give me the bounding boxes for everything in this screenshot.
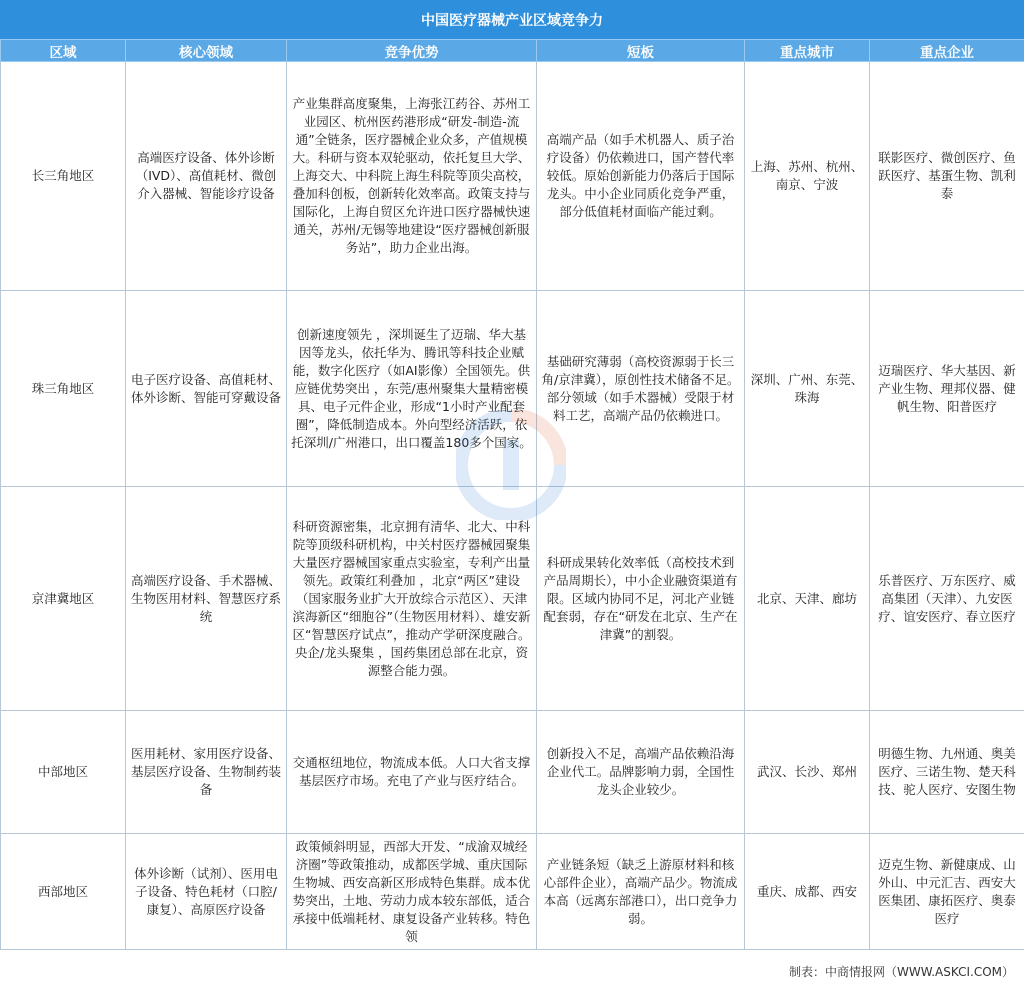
- cell-region: 中部地区: [1, 711, 126, 834]
- footer-source: 制表：中商情报网（WWW.ASKCI.COM）: [789, 965, 1014, 979]
- cell-advantage: 科研资源密集，北京拥有清华、北大、中科院等顶级科研机构，中关村医疗器械园聚集大量医疗器械国家重点实验室，专利产出量领先。政策红利叠加 ，北京“两区”建设（国家服务业扩大开放综合示范区）、天津滨海新区“细胞谷”（生物医用材料）、雄安新区“智慧医疗试点”，推动产学研深度融合。央企/龙头聚集 ，国药集团总部在北京，资源整合能力强。: [287, 487, 537, 711]
- header-advantage: 竞争优势: [287, 40, 537, 62]
- table-row: [1, 711, 1024, 834]
- cell-weakness: 科研成果转化效率低（高校技术到产品周期长），中小企业融资渠道有限。区域内协同不足，河北产业链配套弱，存在“研发在北京、生产在津冀”的割裂。: [537, 487, 745, 711]
- cell-core: 高端医疗设备、体外诊断（IVD）、高值耗材、微创介入器械、智能诊疗设备: [126, 62, 287, 291]
- header-cities: 重点城市: [745, 40, 870, 62]
- cell-region: 珠三角地区: [1, 291, 126, 487]
- cell-cities: 深圳、广州、东莞、珠海: [745, 291, 870, 487]
- cell-cities: 上海、苏州、杭州、南京、宁波: [745, 62, 870, 291]
- cell-cities: 武汉、长沙、郑州: [745, 711, 870, 834]
- cell-weakness: 高端产品（如手术机器人、质子治疗设备）仍依赖进口，国产替代率较低。原始创新能力仍落后于国际龙头。中小企业同质化竞争严重，部分低值耗材面临产能过剩。: [537, 62, 745, 291]
- cell-core: 医用耗材、家用医疗设备、基层医疗设备、生物制药装备: [126, 711, 287, 834]
- cell-companies: 迈克生物、新健康成、山外山、中元汇吉、西安大医集团、康拓医疗、奥泰医疗: [870, 834, 1024, 950]
- competitiveness-table: [0, 39, 1024, 950]
- cell-region: 西部地区: [1, 834, 126, 950]
- header-core: 核心领域: [126, 40, 287, 62]
- table-row: [1, 834, 1024, 950]
- table-row: [1, 487, 1024, 711]
- table-row: [1, 62, 1024, 291]
- cell-region: 长三角地区: [1, 62, 126, 291]
- cell-companies: 迈瑞医疗、华大基因、新产业生物、理邦仪器、健帆生物、阳普医疗: [870, 291, 1024, 487]
- advantage-text: 政策倾斜明显，西部大开发、“成渝双城经济圈”等政策推动，成都医学城、重庆国际生物城、西安高新区形成特色集群。成本优势突出，土地、劳动力成本较东部低，适合承接中低端耗材、康复设备产业转移。特色领: [292, 838, 531, 944]
- cell-advantage: 产业集群高度聚集，上海张江药谷、苏州工业园区、杭州医药港形成“研发-制造-流通”全链条，医疗器械企业众多，产值规模大。科研与资本双轮驱动，依托复旦大学、上海交大、中科院上海生科院等顶尖高校，叠加科创板，创新转化效率高。政策支持与国际化，上海自贸区允许进口医疗器械快速通关，苏州/无锡等地建设“医疗器械创新服务站”，助力企业出海。: [287, 62, 537, 291]
- header-region: 区域: [1, 40, 126, 62]
- cell-core: 电子医疗设备、高值耗材、体外诊断、智能可穿戴设备: [126, 291, 287, 487]
- cell-companies: 联影医疗、微创医疗、鱼跃医疗、基蛋生物、凯利泰: [870, 62, 1024, 291]
- cell-companies: 明德生物、九州通、奥美医疗、三诺生物、楚天科技、驼人医疗、安图生物: [870, 711, 1024, 834]
- table-row: [1, 291, 1024, 487]
- cell-cities: 重庆、成都、西安: [745, 834, 870, 950]
- header-row: [1, 40, 1024, 62]
- header-companies: 重点企业: [870, 40, 1024, 62]
- cell-advantage: [287, 834, 537, 950]
- cell-cities: 北京、天津、廊坊: [745, 487, 870, 711]
- cell-advantage: 创新速度领先 ，深圳诞生了迈瑞、华大基因等龙头，依托华为、腾讯等科技企业赋能，数字化医疗（如AI影像）全国领先。供应链优势突出 ，东莞/惠州聚集大量精密模具、电子元件企业，形成“1小时产业配套圈”，降低制造成本。外向型经济活跃，依托深圳/广州港口，出口覆盖180多个国家。: [287, 291, 537, 487]
- cell-weakness: 基础研究薄弱（高校资源弱于长三角/京津冀），原创性技术储备不足。部分领域（如手术器械）受限于材料工艺，高端产品仍依赖进口。: [537, 291, 745, 487]
- header-weakness: 短板: [537, 40, 745, 62]
- cell-weakness: 创新投入不足，高端产品依赖沿海企业代工。品牌影响力弱，全国性龙头企业较少。: [537, 711, 745, 834]
- cell-core: 体外诊断（试剂）、医用电子设备、特色耗材（口腔/康复）、高原医疗设备: [126, 834, 287, 950]
- cell-region: 京津冀地区: [1, 487, 126, 711]
- table-title: 中国医疗器械产业区域竞争力: [0, 0, 1024, 39]
- cell-core: 高端医疗设备、手术器械、生物医用材料、智慧医疗系统: [126, 487, 287, 711]
- cell-weakness: 产业链条短（缺乏上游原材料和核心部件企业），高端产品少。物流成本高（远离东部港口），出口竞争力弱。: [537, 834, 745, 950]
- cell-advantage: 交通枢纽地位，物流成本低。人口大省支撑基层医疗市场。充电了产业与医疗结合。: [287, 711, 537, 834]
- cell-companies: 乐普医疗、万东医疗、威高集团（天津）、九安医疗、谊安医疗、春立医疗: [870, 487, 1024, 711]
